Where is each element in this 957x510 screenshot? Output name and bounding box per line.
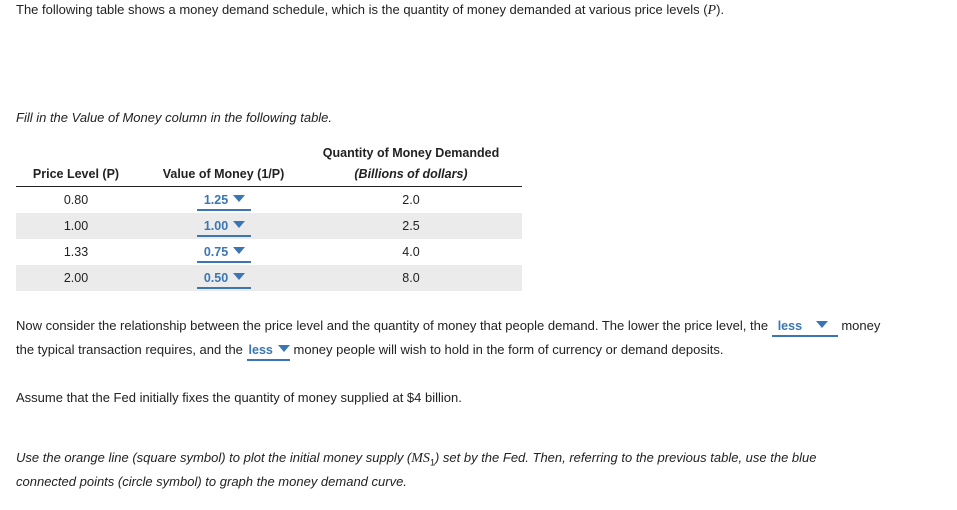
chevron-down-icon bbox=[233, 221, 245, 228]
intro-text-end: ). bbox=[716, 2, 725, 17]
relationship-text-2: money bbox=[841, 318, 881, 333]
value-dropdown-selected: 1.25 bbox=[203, 193, 229, 207]
quantity-cell: 4.0 bbox=[402, 245, 420, 259]
assumption-text: Assume that the Fed initially fixes the quantity of money supplied at $4 billion. bbox=[16, 390, 462, 405]
table-instruction: Fill in the Value of Money column in the following table. bbox=[16, 110, 333, 125]
plot-instruction-line-1 bbox=[16, 450, 817, 468]
chevron-down-icon bbox=[816, 321, 828, 328]
quantity-cell: 2.5 bbox=[402, 219, 420, 233]
table-row bbox=[16, 265, 522, 291]
relationship-text-4: money people will wish to hold in the form of currency or demand deposits. bbox=[293, 342, 724, 357]
price-cell: 0.80 bbox=[63, 193, 89, 207]
money-supply-subscript: 1 bbox=[429, 457, 435, 468]
value-dropdown[interactable] bbox=[197, 245, 251, 263]
intro-text-start: The following table shows a money demand schedule, which is the quantity of money demanded at various price levels ( bbox=[16, 2, 708, 17]
price-level-header: Price Level (P) bbox=[32, 167, 120, 181]
money-supply-symbol: MS bbox=[411, 451, 430, 466]
value-dropdown[interactable] bbox=[197, 271, 251, 289]
relationship-text-1: Now consider the relationship between the price level and the quantity of money that people demand. The lower the price level, the bbox=[16, 318, 769, 333]
money-held-dropdown[interactable] bbox=[247, 343, 290, 361]
value-dropdown-selected: 0.50 bbox=[203, 271, 229, 285]
price-variable: P bbox=[707, 3, 717, 18]
table-row bbox=[16, 239, 522, 265]
value-cell bbox=[146, 265, 301, 291]
price-cell: 1.33 bbox=[63, 245, 89, 259]
quantity-header: Quantity of Money Demanded bbox=[322, 146, 500, 160]
transaction-money-selected: less bbox=[777, 319, 803, 333]
plot-instruction-text-1: Use the orange line (square symbol) to plot the initial money supply ( bbox=[16, 450, 412, 465]
price-cell: 1.00 bbox=[63, 219, 89, 233]
plot-instruction-text-2: ) set by the Fed. Then, referring to the previous table, use the blue bbox=[434, 450, 817, 465]
quantity-units-header: (Billions of dollars) bbox=[354, 167, 468, 181]
value-cell bbox=[146, 239, 301, 265]
plot-instruction-line-2: connected points (circle symbol) to graph the money demand curve. bbox=[16, 474, 407, 489]
relationship-text-3: the typical transaction requires, and the bbox=[16, 342, 243, 357]
value-of-money-header: Value of Money (1/P) bbox=[162, 167, 285, 181]
chevron-down-icon bbox=[233, 273, 245, 280]
chevron-down-icon bbox=[233, 247, 245, 254]
money-held-selected: less bbox=[248, 343, 273, 357]
relationship-line-2 bbox=[16, 342, 723, 361]
quantity-cell: 2.0 bbox=[402, 193, 420, 207]
chevron-down-icon bbox=[233, 195, 245, 202]
quantity-cell: 8.0 bbox=[402, 271, 420, 285]
value-dropdown[interactable] bbox=[197, 193, 251, 211]
intro-text bbox=[16, 2, 724, 19]
value-dropdown[interactable] bbox=[197, 219, 251, 237]
relationship-line-1 bbox=[16, 318, 880, 337]
transaction-money-dropdown[interactable] bbox=[772, 319, 838, 337]
table-row bbox=[16, 213, 522, 239]
table-row bbox=[16, 187, 522, 213]
value-dropdown-selected: 1.00 bbox=[203, 219, 229, 233]
value-cell bbox=[146, 187, 301, 213]
chevron-down-icon bbox=[278, 345, 290, 352]
value-dropdown-selected: 0.75 bbox=[203, 245, 229, 259]
value-cell bbox=[146, 213, 301, 239]
price-cell: 2.00 bbox=[63, 271, 89, 285]
